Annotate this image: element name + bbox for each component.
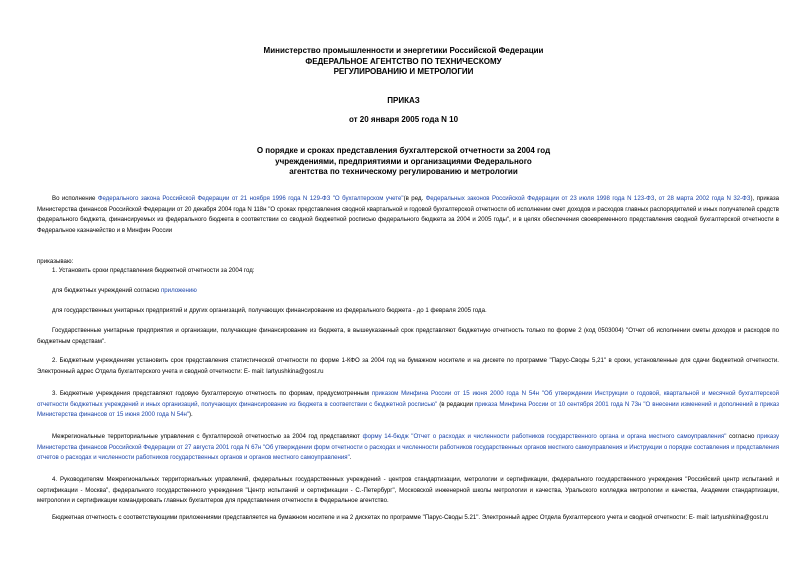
item-1-sub-a-text: для бюджетных учреждений согласно [52, 287, 161, 294]
form-14-budget-link[interactable]: форму 14-бюдж "Отчет о расходах и численности работников государственного органа и органа местного самоуправления" [362, 433, 727, 440]
minfin-order-73n-link[interactable]: приказа Минфина России от 10 сентября 2001 года N 73н "О внесении изменений и дополнений в приказ Министерства финансов от 15 июня 2000 года N 54н" [37, 400, 779, 419]
item-3-text-1: 3. Бюджетные учреждения представляют годовую бухгалтерскую отчетность по формам, предусмотренным [52, 390, 372, 397]
minfin-order-54n-link[interactable]: приказом Минфина России от 15 июня 2000 года N 54н "Об утверждении Инструкции о годовой, квартальной и месячной бухгалтерской отчетности бюджетных учреждений и иных организаций, получающих финансирование из бюджета в соответствии с бюджетной росписью" [37, 390, 779, 408]
interregional-text-1: Межрегиональные территориальные управления с бухгалтерской отчетностью за 2004 год представляют [52, 433, 363, 440]
order-date-number: от 20 января 2005 года N 10 [348, 115, 459, 124]
preamble-paragraph [37, 194, 779, 236]
order-subject [0, 146, 807, 178]
subject-line2: учреждениями, предприятиями и организациями Федерального [275, 156, 532, 166]
appendix-link[interactable]: приложению [160, 287, 197, 294]
preamble-text-4: ), приказа Министерства финансов Российской Федерации от 20 декабря 2004 года N 118н "О сроках представления сводной квартальной и годовой бухгалтерской отчетности об исполнении смет доходов и расходов главных распорядителей и иных получателей средств федерального бюджета, финансируемых из федерального бюджета в соответствии со сводной бюджетной росписью федерального бюджета за 2004 и 2005 годы", и в целях обеспечения своевременного представления сводной бухгалтерской отчетности в Федеральное казначейство и в Минфин России [37, 195, 780, 234]
interregional-paragraph [37, 432, 779, 464]
item-3-text-3: ). [189, 411, 193, 419]
document-header [0, 46, 807, 78]
interregional-text-3: . [349, 454, 352, 462]
federal-law-link[interactable]: Федерального закона Российской Федерации от 21 ноября 1996 года N 129-ФЗ "О бухгалтерском учете" [97, 195, 404, 202]
agency-name-line1: ФЕДЕРАЛЬНОЕ АГЕНТСТВО ПО ТЕХНИЧЕСКОМУ [305, 56, 502, 66]
preamble-text-2: (в ред. [403, 195, 426, 202]
preamble-text-1: Во исполнение [52, 195, 98, 202]
subject-line3: агентства по техническому регулированию и метрологии [289, 167, 518, 176]
order-title: ПРИКАЗ [387, 96, 420, 105]
interregional-text-2: согласно [726, 433, 757, 440]
item-3-text-2: (в редакции [437, 400, 475, 408]
unitary-reporting-paragraph: Государственные унитарные предприятия и организации, получающие финансирование из бюджета, в вышеуказанный срок представляют бюджетную отчетность только по форме 2 (код 0503004) "Отчет об исполнении сметы доходов и расходов по бюджетным средствам". [37, 327, 779, 345]
item-1-unitary-enterprises: для государственных унитарных предприятий и других организаций, получающих финансирование из федерального бюджета - до 1 февраля 2005 года. [52, 307, 487, 314]
item-1: 1. Установить сроки представления бюджетной отчетности за 2004 год: [52, 267, 255, 274]
minfin-order-67n-link[interactable]: приказу Министерства финансов Российской Федерации от 27 августа 2001 года N 67н "Об утверждении форм отчетности о расходах и численности работников государственных органов местного самоуправления и Инструкции о порядке составления и представления отчетов о расходах и численности работников государственных органов и органов местного самоуправления" [37, 433, 779, 462]
item-1-budget-institutions [37, 286, 779, 297]
final-paragraph: Бюджетная отчетность с соответствующими приложениями представляется на бумажном носителе и на 2 дискетах по программе "Парус-Своды 5.21". Электронный адрес Отдела бухгалтерского учета и сводной отчетности: E- mail: lartyushkina@gost.ru [52, 514, 769, 521]
ministry-name: Министерство промышленности и энергетики Российской Федерации [263, 46, 544, 55]
item-3 [37, 389, 779, 421]
agency-name-line2: РЕГУЛИРОВАНИЮ И МЕТРОЛОГИИ [333, 67, 474, 76]
item-2: 2. Бюджетным учреждениям установить срок представления статистической отчетности по форме 1-КФО за 2004 год на бумажном носителе и на дискете по программе "Парус-Своды 5,21" в сроки, установленные для сдачи бюджетной отчетности. Электронный адрес Отдела бухгалтерского учета и сводной отчетности: E- mail: lartyushkina@gost.ru [37, 357, 779, 375]
federal-laws-1998-link[interactable]: Федеральных законов Российской Федерации от 23 июля 1998 года N 123-ФЗ [425, 195, 655, 202]
preamble-text-3: , [654, 195, 659, 202]
decree-word: приказываю: [37, 258, 74, 265]
subject-line1: О порядке и сроках представления бухгалтерской отчетности за 2004 год [256, 146, 551, 155]
item-4: 4. Руководителям Межрегиональных территориальных управлений, федеральных государственных учреждений - центров стандартизации, метрологии и сертификации, федерального государственного учреждения "Российский центр испытаний и сертификации - Москва", федерального государственного учреждения "Центр испытаний и сертификации - С.-Петербург", Московской инженерной школы метрологии и качества, Уральского колледжа метрологии и качества, Академии стандартизации, метрологии и сертификации командировать главных бухгалтеров для представления отчетности в Федеральное агентство. [37, 476, 779, 505]
federal-law-2002-link[interactable]: от 28 марта 2002 года N 32-ФЗ [658, 195, 751, 202]
